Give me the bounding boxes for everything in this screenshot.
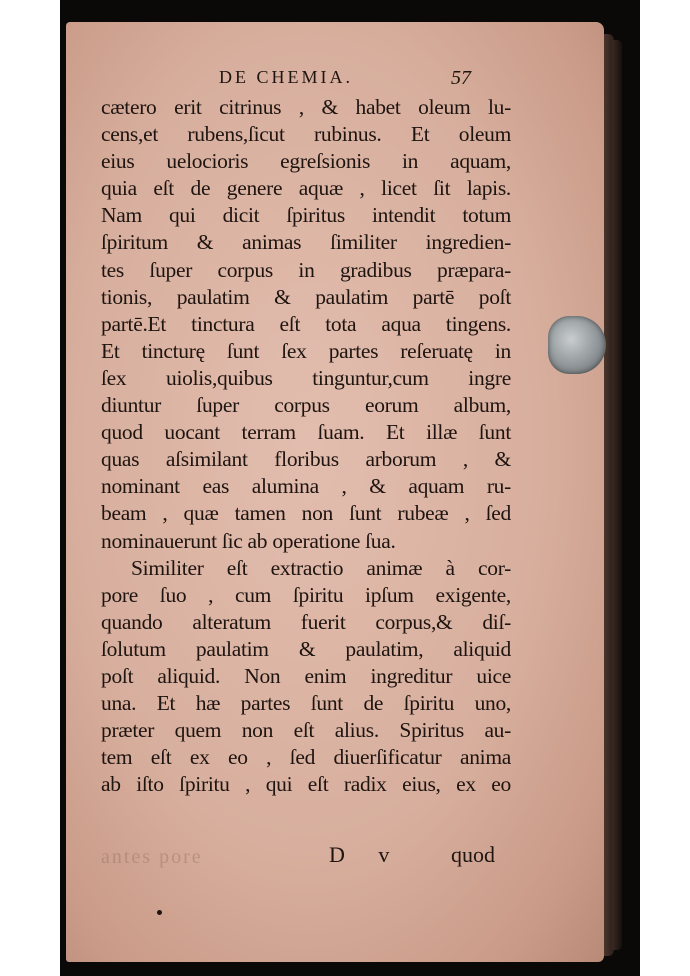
page-edge-shadow (612, 40, 622, 950)
text-line: ſex uiolis,quibus tinguntur,cum ingre (101, 365, 511, 390)
text-line: ſolutum paulatim & paulatim, aliquid (101, 636, 511, 661)
text-line: quas aſsimilant floribus arborum , & (101, 447, 511, 472)
book-clasp (548, 316, 606, 374)
text-line: partē.Et tinctura eſt tota aqua tingens. (101, 311, 511, 336)
text-line: beam , quæ tamen non ſunt rubeæ , ſed (101, 501, 511, 526)
text-line: ſpiritum & animas ſimiliter ingredien- (101, 230, 511, 255)
text-line: nominauerunt ſic ab operatione ſua. (101, 528, 396, 553)
text-line: quia eſt de genere aquæ , licet ſit lapis. (101, 176, 511, 201)
text-line: Et tincturę ſunt ſex partes reſeruatę in (101, 338, 511, 363)
text-line: Similiter eſt extractio animæ à cor- (131, 555, 511, 580)
catchword: quod (451, 842, 495, 867)
text-line: quando alteratum fuerit corpus,& diſ- (101, 609, 511, 634)
text-line: cens,et rubens,ſicut rubinus. Et oleum (101, 122, 511, 147)
text-line: tionis, paulatim & paulatim partē poſt (101, 284, 511, 309)
text-line: ab iſto ſpiritu , qui eſt radix eius, ex eo (101, 772, 511, 797)
text-line: quod uocant terram ſuam. Et illæ ſunt (101, 420, 511, 445)
text-line: tem eſt ex eo , ſed diuerſificatur anima (101, 745, 511, 770)
signature-mark: D v (329, 842, 404, 867)
show-through-text: antes pore (101, 846, 203, 868)
text-line: Nam qui dicit ſpiritus intendit totum (101, 203, 511, 228)
body-text (101, 94, 511, 798)
text-line: una. Et hæ partes ſunt de ſpiritu uno, (101, 691, 511, 716)
catchline (101, 842, 511, 870)
text-line: eius uelocioris egreſsionis in aquam, (101, 149, 511, 174)
text-line: cætero erit citrinus , & habet oleum lu- (101, 95, 511, 119)
page-number: 57 (451, 67, 471, 89)
running-head: DE CHEMIA. (219, 67, 353, 87)
text-line: tes ſuper corpus in gradibus præpara- (101, 257, 511, 282)
text-line: nominant eas alumina , & aquam ru- (101, 474, 511, 499)
text-line: diuntur ſuper corpus eorum album, (101, 393, 511, 418)
text-line: poſt aliquid. Non enim ingreditur uice (101, 663, 511, 688)
text-line: præter quem non eſt alius. Spiritus au- (101, 718, 511, 743)
ink-speck (157, 910, 162, 915)
text-line: pore ſuo , cum ſpiritu ipſum exigente, (101, 582, 511, 607)
